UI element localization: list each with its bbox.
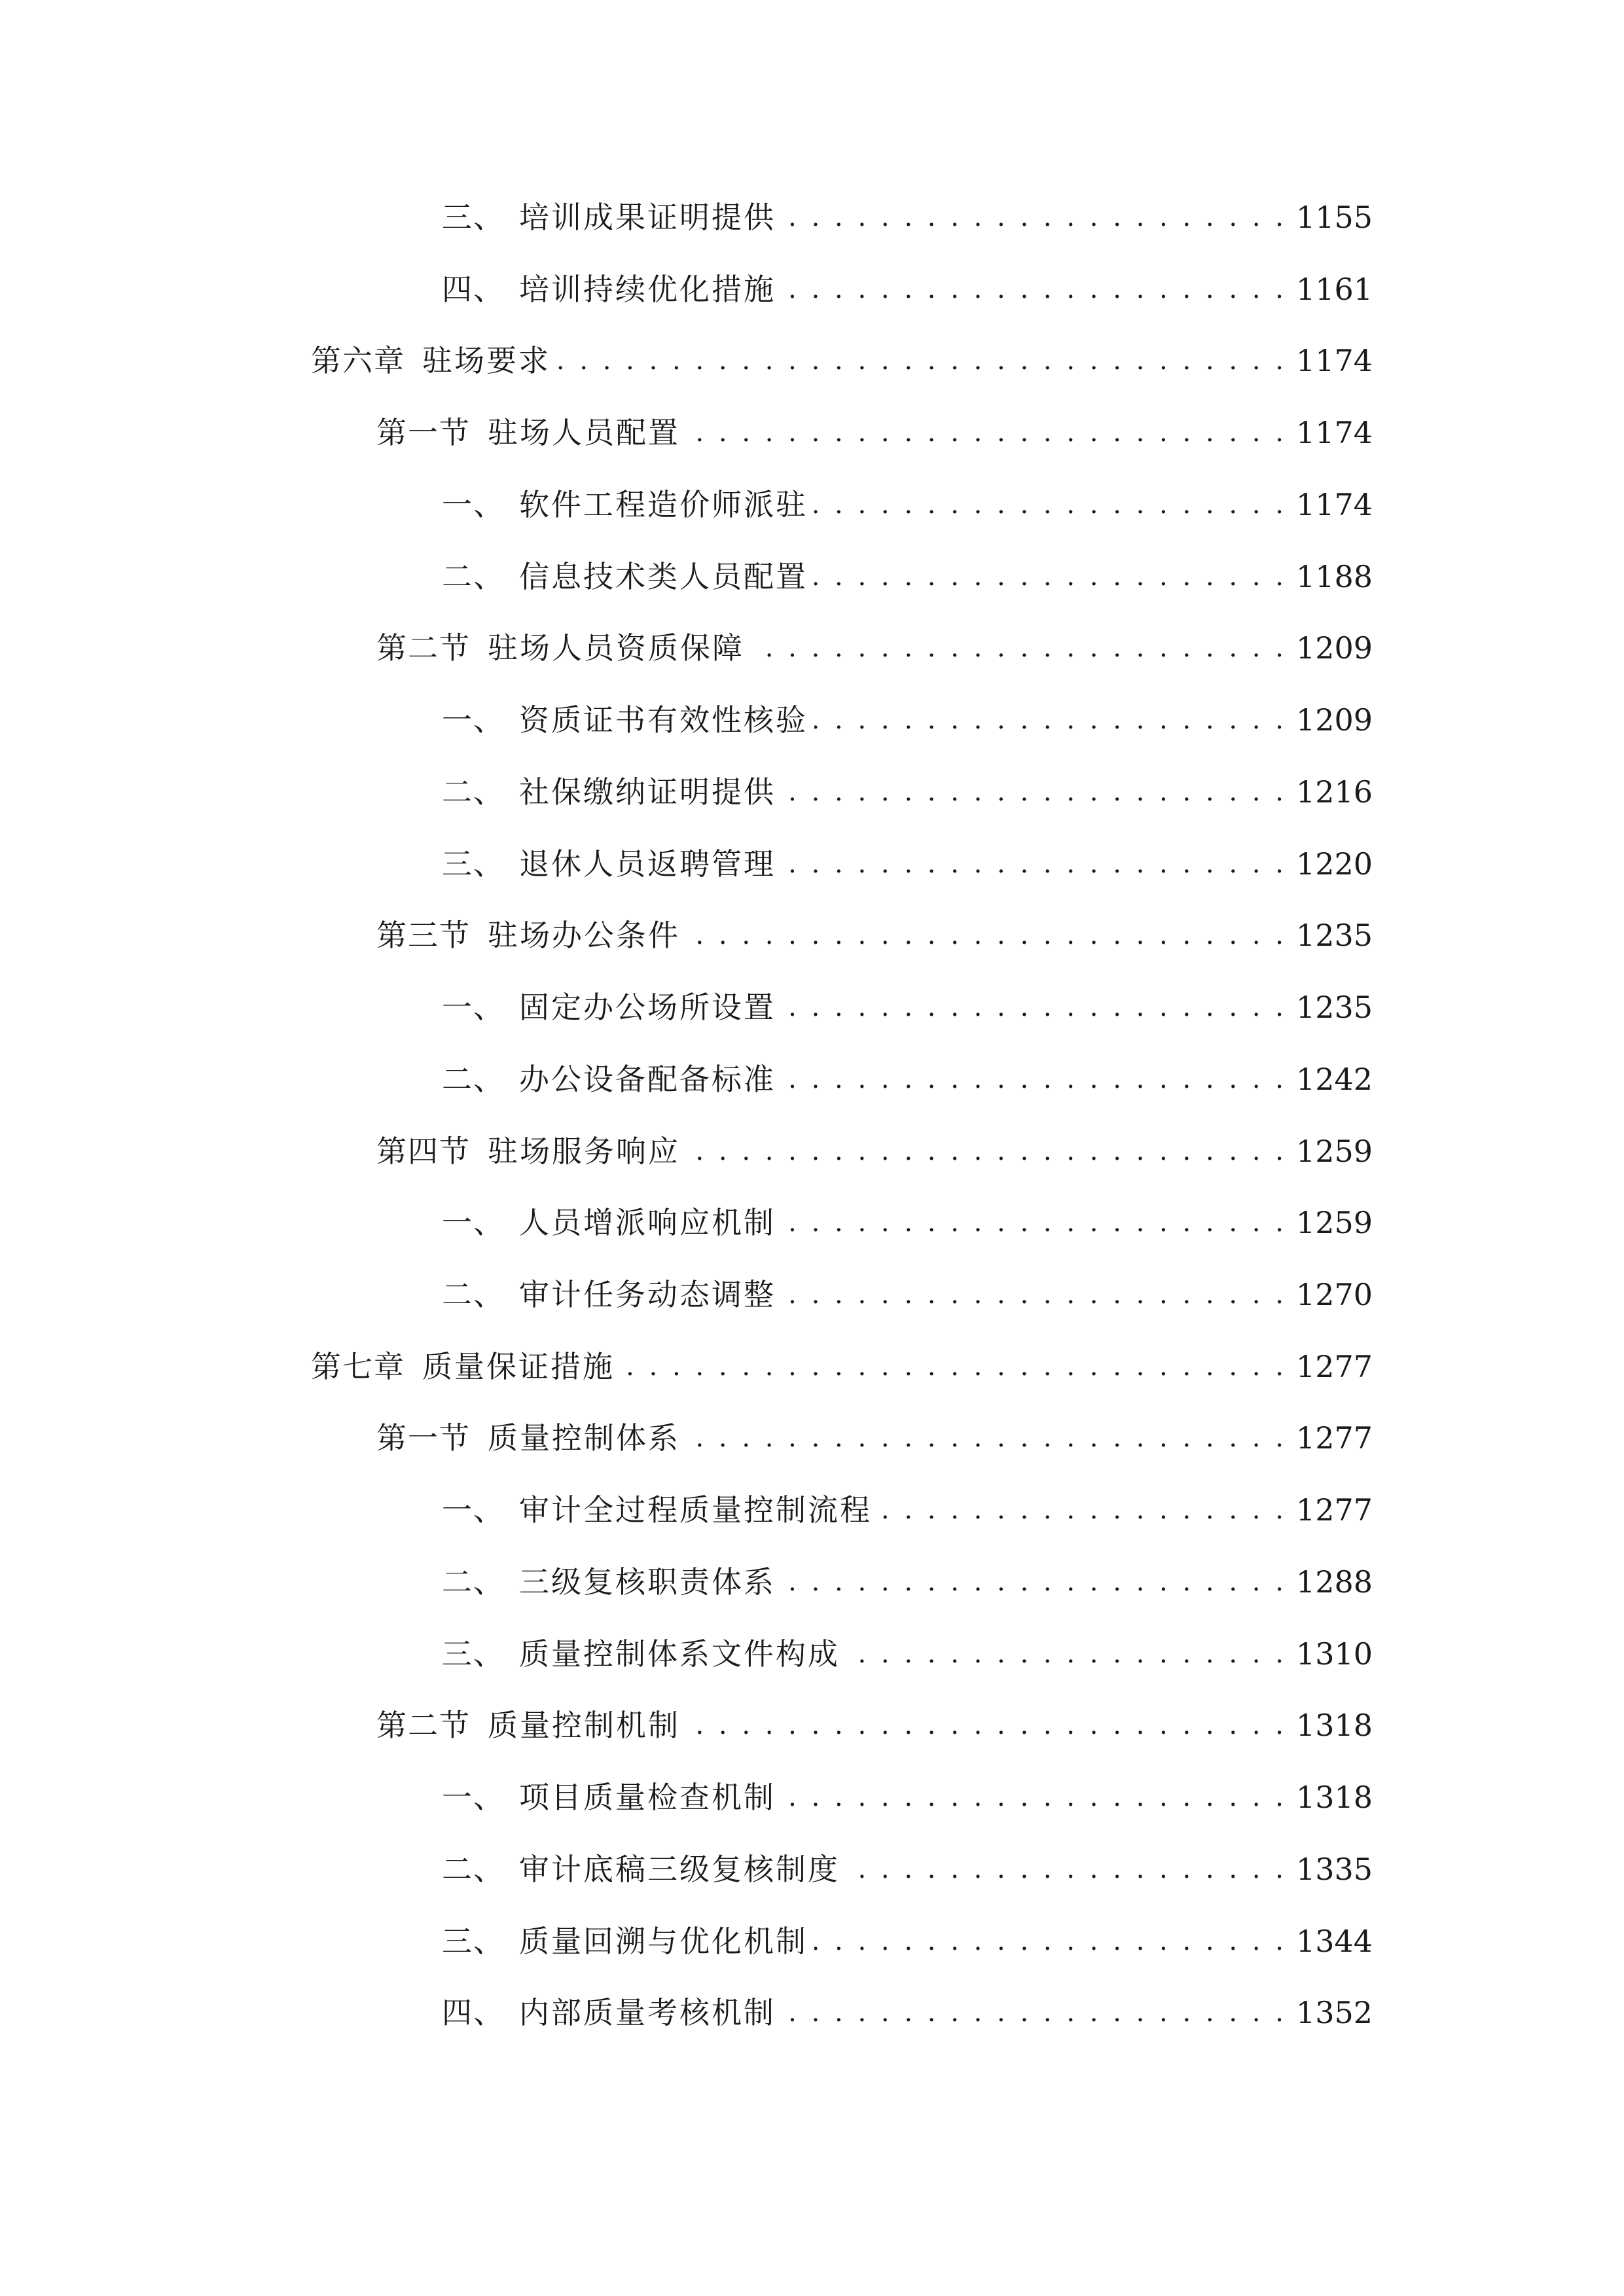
toc-entry[interactable] xyxy=(442,478,1373,531)
dot-leader xyxy=(782,1771,1287,1823)
dot-leader xyxy=(782,838,1287,890)
dot-leader xyxy=(814,478,1287,531)
toc-entry-title: 驻场人员配置 xyxy=(488,415,680,450)
toc-entry[interactable] xyxy=(442,1556,1373,1608)
dot-leader xyxy=(782,766,1287,818)
toc-entry-number: 三、 xyxy=(442,1924,505,1959)
toc-entry-page: 1209 xyxy=(1295,702,1373,738)
dot-leader xyxy=(814,694,1287,746)
toc-entry-page: 1344 xyxy=(1295,1924,1373,1959)
toc-entry-number: 一、 xyxy=(442,1780,505,1815)
toc-entry-number: 第四节 xyxy=(376,1134,471,1169)
toc-entry-page: 1318 xyxy=(1295,1780,1373,1815)
toc-entry-page: 1174 xyxy=(1295,343,1373,378)
toc-entry-title: 驻场办公条件 xyxy=(488,918,680,953)
toc-entry-title: 质量控制机制 xyxy=(488,1708,680,1743)
toc-entry-page: 1318 xyxy=(1295,1708,1373,1743)
toc-entry-page: 1352 xyxy=(1295,1995,1373,2030)
toc-entry-number: 第一节 xyxy=(376,1420,471,1456)
toc-entry[interactable] xyxy=(442,1986,1373,2039)
dot-leader xyxy=(751,622,1287,674)
toc-entry-title: 信息技术类人员配置 xyxy=(519,559,808,594)
toc-entry[interactable] xyxy=(376,406,1373,459)
toc-entry[interactable] xyxy=(442,1196,1373,1249)
toc-entry-page: 1216 xyxy=(1295,774,1373,810)
toc-entry[interactable] xyxy=(442,694,1373,746)
toc-entry[interactable] xyxy=(376,1699,1373,1751)
toc-entry-title: 质量控制体系 xyxy=(488,1420,680,1456)
toc-entry-title: 审计底稿三级复核制度 xyxy=(519,1852,840,1887)
toc-entry[interactable] xyxy=(376,1125,1373,1177)
toc-entry-number: 一、 xyxy=(442,487,505,522)
toc-entry-page: 1310 xyxy=(1295,1636,1373,1672)
dot-leader xyxy=(687,909,1287,961)
toc-entry-title: 质量回溯与优化机制 xyxy=(519,1924,808,1959)
toc-entry-number: 二、 xyxy=(442,774,505,810)
toc-entry-number: 一、 xyxy=(442,1492,505,1528)
toc-entry-title: 退休人员返聘管理 xyxy=(519,846,776,882)
toc-entry[interactable] xyxy=(442,838,1373,890)
dot-leader xyxy=(782,1053,1287,1105)
toc-entry-number: 一、 xyxy=(442,990,505,1025)
dot-leader xyxy=(814,550,1287,603)
toc-entry[interactable] xyxy=(442,1843,1373,1895)
toc-entry-number: 三、 xyxy=(442,846,505,882)
toc-entry-title: 质量保证措施 xyxy=(422,1349,615,1384)
toc-entry-page: 1155 xyxy=(1295,200,1373,235)
dot-leader xyxy=(782,1986,1287,2039)
dot-leader xyxy=(782,191,1287,243)
dot-leader xyxy=(557,334,1287,387)
toc-entry-title: 驻场要求 xyxy=(422,343,550,378)
toc-entry-page: 1188 xyxy=(1295,559,1373,594)
toc-entry-page: 1277 xyxy=(1295,1492,1373,1528)
dot-leader xyxy=(814,1915,1287,1967)
dot-leader xyxy=(687,406,1287,459)
toc-entry-title: 驻场服务响应 xyxy=(488,1134,680,1169)
dot-leader xyxy=(846,1628,1287,1680)
toc-entry-page: 1288 xyxy=(1295,1564,1373,1600)
toc-entry-number: 二、 xyxy=(442,1852,505,1887)
toc-entry-title: 社保缴纳证明提供 xyxy=(519,774,776,810)
toc-entry-number: 第六章 xyxy=(311,343,405,378)
toc-entry-number: 二、 xyxy=(442,1564,505,1600)
toc-entry-number: 第三节 xyxy=(376,918,471,953)
toc-entry[interactable] xyxy=(442,263,1373,315)
toc-entry-title: 三级复核职责体系 xyxy=(519,1564,776,1600)
toc-entry-number: 第一节 xyxy=(376,415,471,450)
toc-entry-title: 软件工程造价师派驻 xyxy=(519,487,808,522)
toc-entry[interactable] xyxy=(376,1412,1373,1464)
toc-entry-title: 资质证书有效性核验 xyxy=(519,702,808,738)
dot-leader xyxy=(878,1484,1287,1536)
toc-entry-number: 四、 xyxy=(442,272,505,307)
toc-entry[interactable] xyxy=(442,766,1373,818)
toc-entry-number: 第二节 xyxy=(376,630,471,666)
toc-entry-title: 培训成果证明提供 xyxy=(519,200,776,235)
dot-leader xyxy=(782,981,1287,1033)
toc-entry-title: 项目质量检查机制 xyxy=(519,1780,776,1815)
toc-entry[interactable] xyxy=(442,1484,1373,1536)
toc-entry-title: 固定办公场所设置 xyxy=(519,990,776,1025)
toc-entry-page: 1220 xyxy=(1295,846,1373,882)
toc-entry[interactable] xyxy=(376,909,1373,961)
toc-entry-title: 培训持续优化措施 xyxy=(519,272,776,307)
toc-entry-number: 四、 xyxy=(442,1995,505,2030)
toc-entry[interactable] xyxy=(442,1915,1373,1967)
toc-entry-page: 1235 xyxy=(1295,918,1373,953)
toc-entry[interactable] xyxy=(311,1340,1373,1393)
toc-entry-number: 二、 xyxy=(442,1062,505,1097)
toc-entry-title: 人员增派响应机制 xyxy=(519,1205,776,1240)
toc-entry-page: 1174 xyxy=(1295,415,1373,450)
toc-entry[interactable] xyxy=(442,981,1373,1033)
toc-entry[interactable] xyxy=(442,1628,1373,1680)
toc-entry-number: 二、 xyxy=(442,1277,505,1312)
dot-leader xyxy=(621,1340,1287,1393)
dot-leader xyxy=(687,1699,1287,1751)
toc-entry-title: 内部质量考核机制 xyxy=(519,1995,776,2030)
toc-entry[interactable] xyxy=(442,191,1373,243)
dot-leader xyxy=(782,263,1287,315)
toc-entry-number: 第二节 xyxy=(376,1708,471,1743)
toc-entry-page: 1259 xyxy=(1295,1205,1373,1240)
dot-leader xyxy=(687,1412,1287,1464)
toc-entry-title: 质量控制体系文件构成 xyxy=(519,1636,840,1672)
toc-entry[interactable] xyxy=(442,1053,1373,1105)
dot-leader xyxy=(782,1556,1287,1608)
toc-entry-number: 一、 xyxy=(442,702,505,738)
toc-entry[interactable] xyxy=(311,334,1373,387)
toc-entry[interactable] xyxy=(376,622,1373,674)
dot-leader xyxy=(782,1196,1287,1249)
toc-entry-number: 第七章 xyxy=(311,1349,405,1384)
toc-entry-page: 1209 xyxy=(1295,630,1373,666)
toc-entry-page: 1242 xyxy=(1295,1062,1373,1097)
toc-entry[interactable] xyxy=(442,550,1373,603)
dot-leader xyxy=(687,1125,1287,1177)
toc-entry-number: 三、 xyxy=(442,1636,505,1672)
toc-entry-page: 1277 xyxy=(1295,1349,1373,1384)
toc-entry[interactable] xyxy=(442,1268,1373,1321)
toc-entry-title: 驻场人员资质保障 xyxy=(488,630,744,666)
toc-entry-title: 办公设备配备标准 xyxy=(519,1062,776,1097)
toc-entry-page: 1174 xyxy=(1295,487,1373,522)
toc-entry-title: 审计全过程质量控制流程 xyxy=(519,1492,872,1528)
toc-entry-number: 一、 xyxy=(442,1205,505,1240)
toc-entry-page: 1161 xyxy=(1295,272,1373,307)
toc-entry[interactable] xyxy=(442,1771,1373,1823)
toc-entry-number: 三、 xyxy=(442,200,505,235)
toc-entry-page: 1235 xyxy=(1295,990,1373,1025)
toc-entry-title: 审计任务动态调整 xyxy=(519,1277,776,1312)
toc-entry-number: 二、 xyxy=(442,559,505,594)
dot-leader xyxy=(782,1268,1287,1321)
dot-leader xyxy=(846,1843,1287,1895)
toc-entry-page: 1259 xyxy=(1295,1134,1373,1169)
toc-entry-page: 1277 xyxy=(1295,1420,1373,1456)
toc-entry-page: 1270 xyxy=(1295,1277,1373,1312)
toc-entry-page: 1335 xyxy=(1295,1852,1373,1887)
